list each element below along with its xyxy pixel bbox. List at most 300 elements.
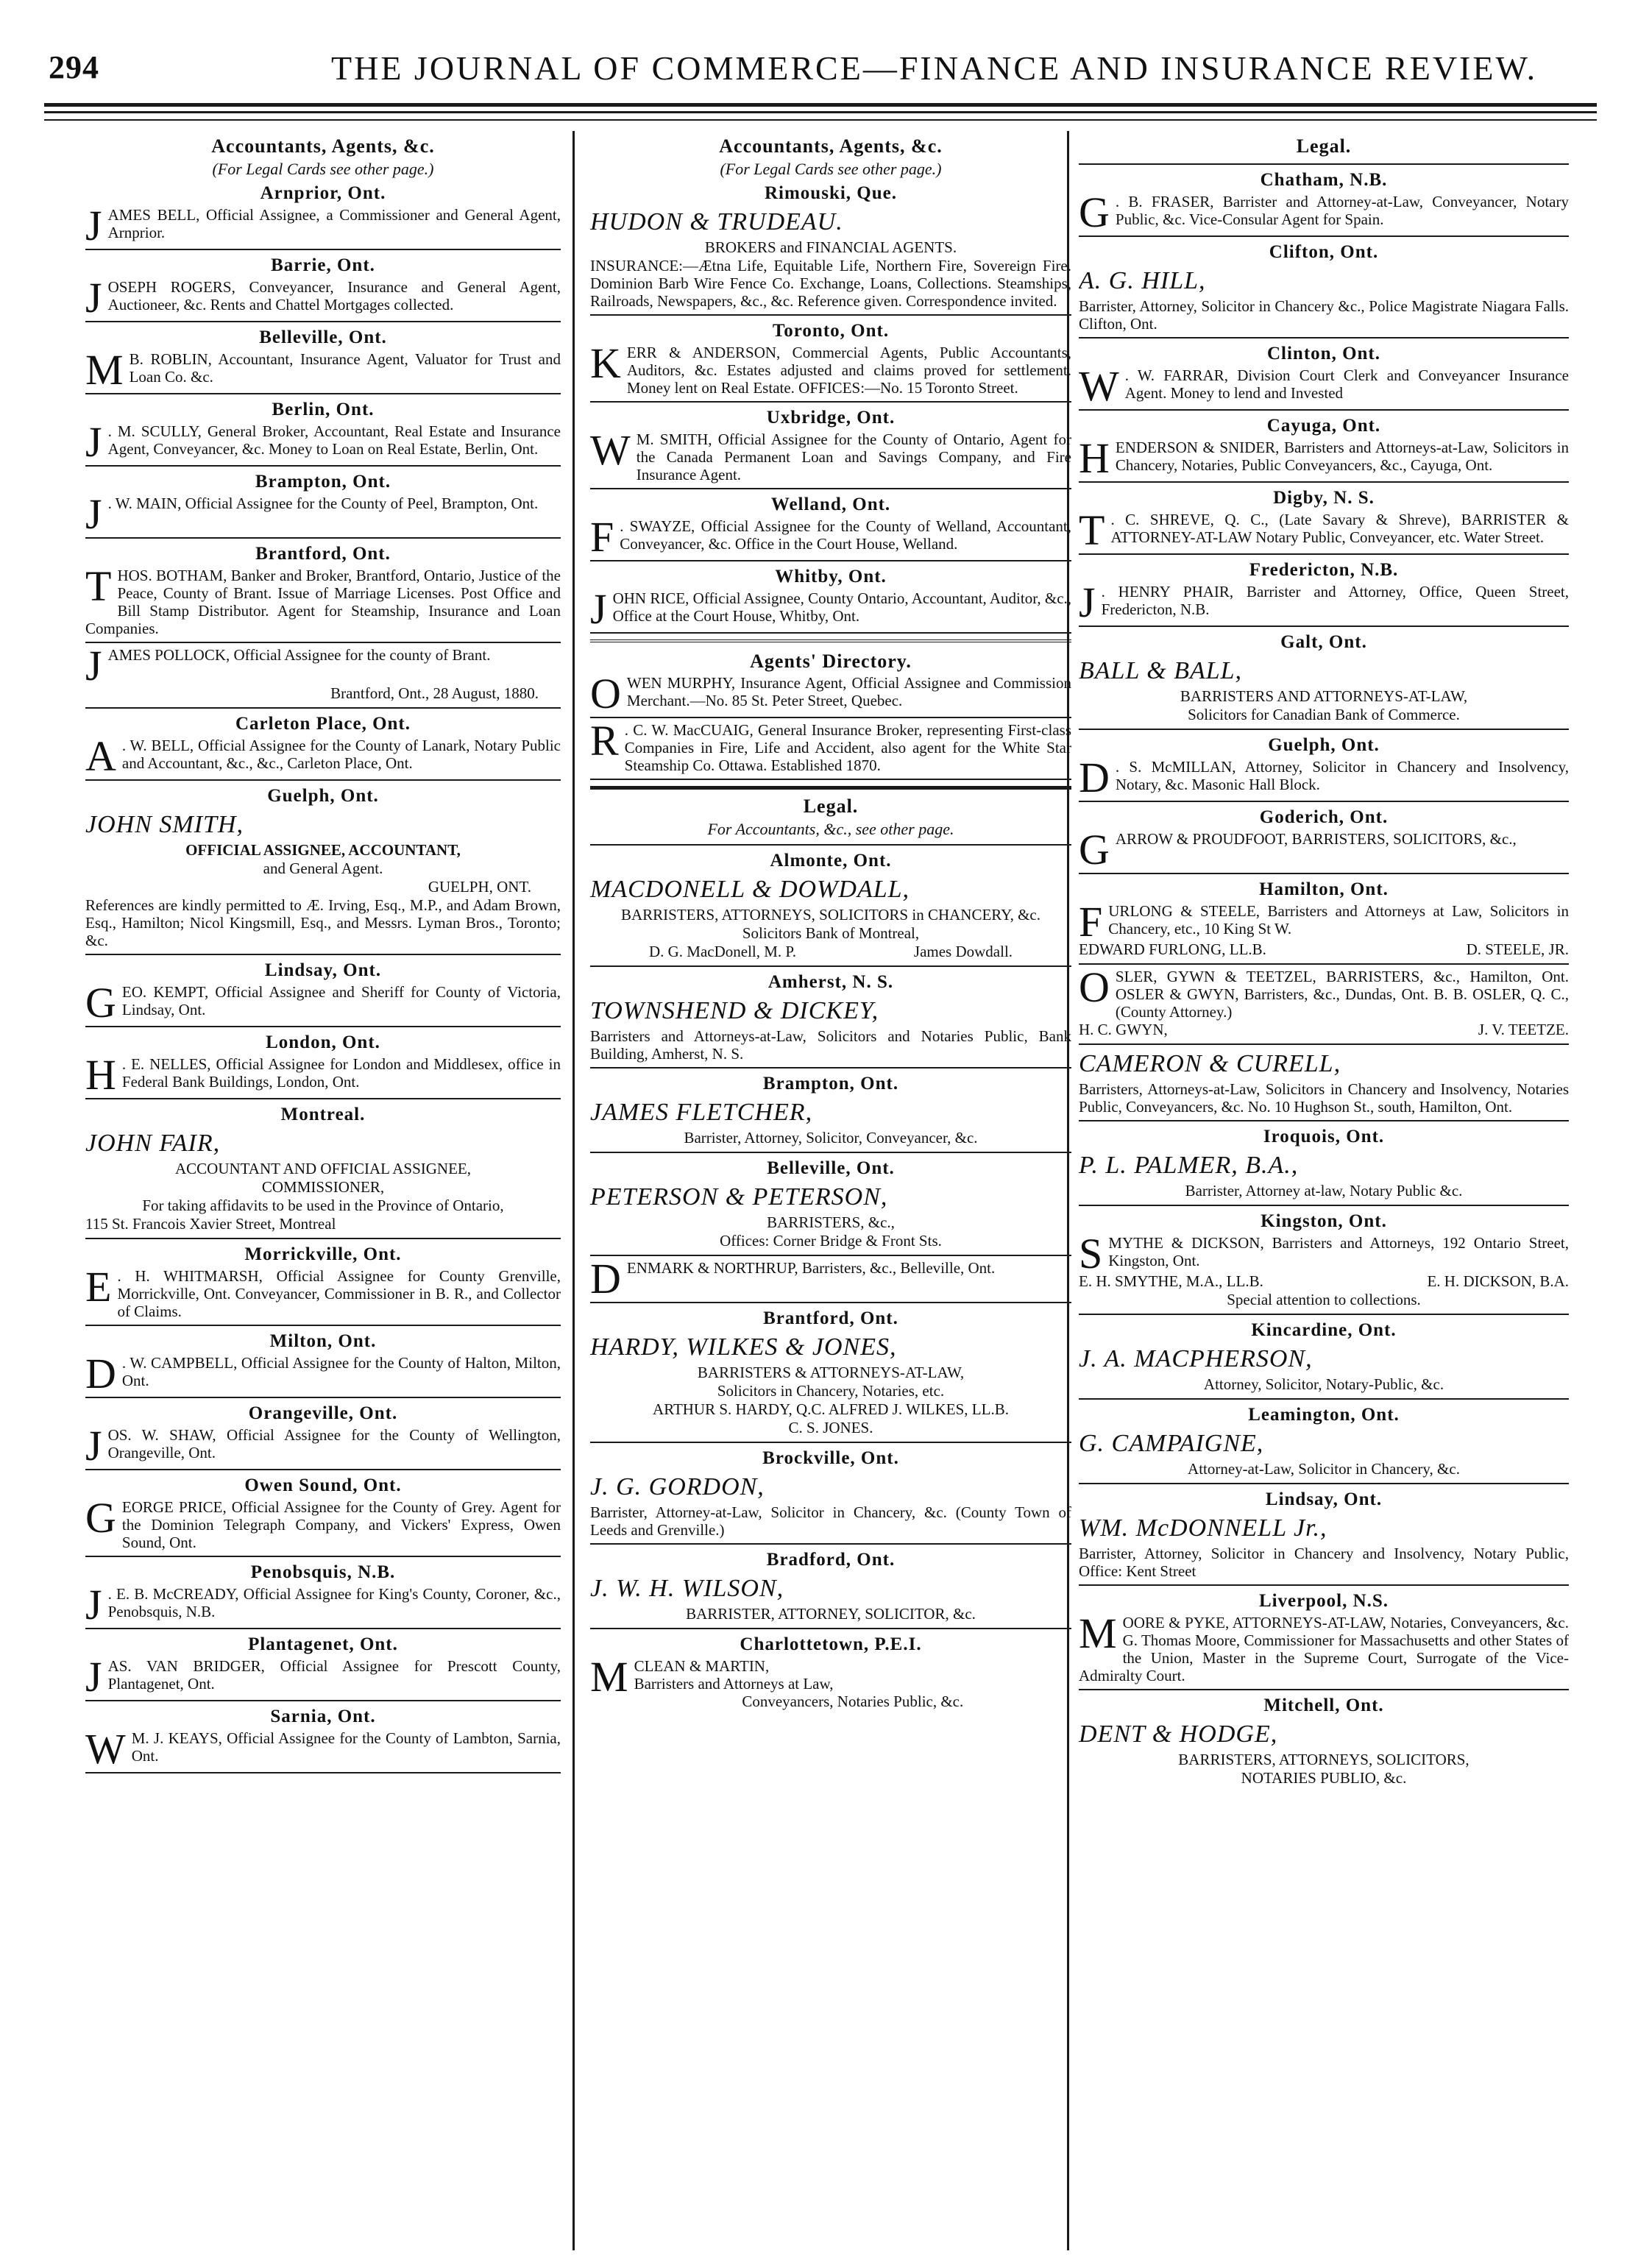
divider — [85, 1026, 561, 1027]
entry-text: . SWAYZE, Official Assignee for the County of Welland, Accountant, Conveyancer, &c. Office in the Court House, Welland. — [620, 517, 1071, 553]
entry-text: WEN MURPHY, Insurance Agent, Official Assignee and Commission Merchant.—No. 85 St. Peter Street, Quebec. — [626, 674, 1071, 709]
place-heading: Fredericton, N.B. — [1249, 560, 1399, 580]
card-line: Attorney-at-Law, Solicitor in Chancery, &c. — [1188, 1460, 1460, 1478]
entry-text: EORGE PRICE, Official Assignee for the County of Grey. Agent for the Dominion Telegraph Company, and Vickers' Express, Owen Sound, Ont. — [121, 1498, 561, 1551]
card-name: MACDONELL & DOWDALL, — [590, 876, 910, 903]
divider — [590, 786, 1071, 790]
entry — [85, 202, 561, 249]
entry — [1079, 1609, 1569, 1684]
place-heading: Guelph, Ont. — [1268, 735, 1380, 755]
card-line: Solicitors for Canadian Bank of Commerce. — [1188, 706, 1460, 723]
drop-initial: F — [590, 513, 614, 561]
place-heading: Cayuga, Ont. — [1266, 416, 1381, 436]
entry-dateline: Brantford, Ont., 28 August, 1880. — [330, 684, 539, 702]
header-rule — [44, 111, 1597, 113]
divider — [85, 1700, 561, 1701]
divider — [85, 1325, 561, 1326]
entry — [85, 274, 561, 322]
card-line: OFFICIAL ASSIGNEE, ACCOUNTANT, — [185, 841, 461, 859]
entry-text: . W. MAIN, Official Assignee for the County of Peel, Brampton, Ont. — [107, 495, 539, 512]
entry-text: . S. McMILLAN, Attorney, Solicitor in Chancery and Insolvency, Notary, &c. Masonic Hall Block. — [1115, 758, 1569, 793]
card-name: DENT & HODGE, — [1079, 1721, 1278, 1748]
entry — [1079, 188, 1569, 236]
column-accountants-2 — [590, 132, 1071, 2252]
divider — [85, 465, 561, 467]
card-line: Offices: Corner Bridge & Front Sts. — [720, 1232, 942, 1250]
divider — [1079, 481, 1569, 483]
place-heading: Arnprior, Ont. — [260, 183, 386, 203]
place-heading: Belleville, Ont. — [259, 327, 387, 347]
place-heading: Carleton Place, Ont. — [235, 714, 411, 734]
page-number: 294 — [49, 49, 99, 85]
entry — [1079, 754, 1569, 801]
divider — [590, 779, 1071, 780]
divider — [1079, 1689, 1569, 1690]
entry — [85, 346, 561, 394]
partner-name: James Dowdall. — [913, 943, 1013, 960]
entry — [590, 717, 1071, 774]
place-heading: Liverpool, N.S. — [1258, 1591, 1389, 1611]
drop-initial: J — [85, 1422, 102, 1470]
divider — [1079, 553, 1569, 555]
entry — [590, 1255, 1071, 1303]
divider — [85, 537, 561, 539]
divider — [590, 1255, 1071, 1256]
entry — [590, 670, 1071, 717]
entry — [1079, 1230, 1569, 1277]
divider — [85, 393, 561, 394]
place-heading: Clinton, Ont. — [1266, 344, 1380, 364]
card-body: Barrister, Attorney-at-Law, Solicitor in Chancery, &c. (County Town of Leeds and Grenville.) — [590, 1503, 1071, 1539]
place-heading: Amherst, N. S. — [767, 972, 894, 992]
place-heading: Brampton, Ont. — [255, 472, 391, 492]
entry — [590, 426, 1071, 483]
entry-text: B. ROBLIN, Accountant, Insurance Agent, Valuator for Trust and Loan Co. &c. — [129, 350, 561, 386]
drop-initial: F — [1079, 898, 1103, 946]
entry-text: EO. KEMPT, Official Assignee and Sheriff for County of Victoria, Lindsay, Ont. — [121, 983, 561, 1018]
place-heading: Barrie, Ont. — [271, 255, 375, 275]
drop-initial: W — [1079, 362, 1119, 410]
entry-text: . C. W. MacCUAIG, General Insurance Broker, representing First-class Companies in Fire, Life and Accident, also agent for the White Star Steamship Co. Ottawa. Established 1870. — [624, 721, 1071, 774]
drop-initial: J — [85, 1581, 102, 1629]
partner-name: E. H. DICKSON, B.A. — [1427, 1272, 1569, 1290]
place-heading: Orangeville, Ont. — [248, 1403, 398, 1423]
place-heading: Iroquois, Ont. — [1263, 1127, 1385, 1147]
divider — [590, 1302, 1071, 1303]
entry-text: . E. NELLES, Official Assignee for London and Middlesex, office in Federal Bank Buildings, London, Ont. — [121, 1055, 561, 1091]
drop-initial: M — [85, 346, 124, 394]
drop-initial: J — [85, 274, 102, 322]
place-heading: Whitby, Ont. — [775, 567, 887, 587]
card-name: HUDON & TRUDEAU. — [590, 208, 843, 235]
place-heading: Chatham, N.B. — [1260, 170, 1388, 190]
divider — [85, 249, 561, 250]
place-heading: Welland, Ont. — [770, 495, 891, 514]
section-heading: Accountants, Agents, &c. — [211, 135, 435, 157]
partner-name: D. G. MacDonell, M. P. — [648, 943, 797, 960]
drop-initial: J — [1079, 578, 1096, 626]
divider — [590, 1152, 1071, 1153]
divider — [1079, 409, 1569, 411]
entry-text: OORE & PYKE, ATTORNEYS-AT-LAW, Notaries, Conveyancers, &c. G. Thomas Moore, Commissioner for Massachusetts and other States of the Union, Master in the Supreme Court, Surrogate of the Vice-Admiralty Court. — [1079, 1614, 1569, 1684]
drop-initial: D — [590, 1255, 621, 1303]
card-line: Conveyancers, Notaries Public, &c. — [742, 1693, 964, 1710]
drop-initial: G — [85, 979, 116, 1027]
drop-initial: G — [1079, 826, 1110, 873]
divider — [1079, 626, 1569, 627]
place-heading: Toronto, Ont. — [772, 321, 890, 341]
card-line: ARTHUR S. HARDY, Q.C. ALFRED J. WILKES, LL.B. — [653, 1400, 1009, 1418]
card-name: A. G. HILL, — [1079, 267, 1206, 294]
place-heading: Hamilton, Ont. — [1259, 879, 1389, 899]
entry-text: OS. W. SHAW, Official Assignee for the County of Wellington, Orangeville, Ont. — [107, 1426, 561, 1461]
section-heading: Legal. — [803, 795, 859, 817]
entry-list — [590, 670, 1071, 780]
place-heading: Guelph, Ont. — [267, 786, 379, 806]
card-body: Barristers and Attorneys-at-Law, Solicitors and Notaries Public, Bank Building, Amherst, N. S. — [590, 1027, 1071, 1063]
entry — [85, 642, 561, 690]
drop-initial: R — [590, 717, 619, 765]
section-heading: Legal. — [1296, 135, 1352, 157]
card-name: P. L. PALMER, B.A., — [1079, 1152, 1299, 1179]
divider — [85, 1772, 561, 1773]
card-name: TOWNSHEND & DICKEY, — [590, 997, 879, 1024]
card-line: Solicitors in Chancery, Notaries, etc. — [717, 1382, 945, 1400]
journal-title: THE JOURNAL OF COMMERCE—FINANCE AND INSURANCE REVIEW. — [331, 49, 1538, 87]
entry-text: HOS. BOTHAM, Banker and Broker, Brantford, Ontario, Justice of the Peace, County of Brant. Issue of Marriage Licenses. Post Office and Bill Stamp Distributor. Agent for Steamship, Insurance and Loan Companies. — [85, 567, 561, 637]
entry-text: . W. CAMPBELL, Official Assignee for the County of Halton, Milton, Ont. — [121, 1354, 561, 1389]
entry-text: M. SMITH, Official Assignee for the County of Ontario, Agent for the Canada Permanent Loan and Savings Company, and Fire Insurance Agent. — [636, 430, 1071, 483]
entry-text: MYTHE & DICKSON, Barristers and Attorneys, 192 Ontario Street, Kingston, Ont. — [1108, 1234, 1569, 1269]
entry — [85, 1725, 561, 1773]
card-line — [1079, 1272, 1569, 1291]
card-line — [1079, 940, 1569, 959]
drop-initial: D — [85, 1350, 116, 1397]
card-line: Special attention to collections. — [1227, 1291, 1421, 1308]
drop-initial: H — [1079, 434, 1110, 482]
divider — [1079, 1483, 1569, 1484]
entry-text: OHN RICE, Official Assignee, County Ontario, Accountant, Auditor, &c., Office at the Court House, Whitby, Ont. — [612, 589, 1071, 625]
place-heading: Brantford, Ont. — [763, 1308, 898, 1328]
entry-text: SLER, GYWN & TEETZEL, BARRISTERS, &c., Hamilton, Ont. OSLER & GWYN, Barristers, &c., Dundas, Ont. B. B. OSLER, Q. C., (County Attorney.) — [1115, 968, 1569, 1021]
column-divider — [572, 131, 575, 2250]
entry — [85, 1653, 561, 1701]
entry — [1079, 434, 1569, 482]
entry — [1079, 578, 1569, 626]
place-heading: London, Ont. — [266, 1032, 380, 1052]
place-heading: Digby, N. S. — [1273, 488, 1375, 508]
section-subheading: (For Legal Cards see other page.) — [720, 160, 942, 178]
card-references: References are kindly permitted to Æ. Irving, Esq., M.P., and Adam Brown, Esq., Hamilton; Nicol Kingsmill, Esq., and Messrs. Lyman Bros., Toronto; &c. — [85, 896, 561, 949]
card-line: Barrister, Attorney at-law, Notary Public &c. — [1185, 1182, 1463, 1199]
divider — [590, 1067, 1071, 1069]
divider — [590, 639, 1071, 645]
card-name: HARDY, WILKES & JONES, — [590, 1333, 897, 1361]
drop-initial: O — [590, 670, 621, 717]
place-heading: Brockville, Ont. — [762, 1448, 899, 1468]
column-legal — [1079, 132, 1569, 2252]
place-heading: Brantford, Ont. — [255, 544, 391, 564]
place-heading: Kincardine, Ont. — [1251, 1320, 1397, 1340]
card-line: BARRISTER, ATTORNEY, SOLICITOR, &c. — [686, 1605, 976, 1623]
place-heading: Uxbridge, Ont. — [766, 408, 896, 428]
section-subheading: For Accountants, &c., see other page. — [707, 820, 954, 838]
divider — [1079, 963, 1569, 965]
divider — [1079, 873, 1569, 874]
entry — [85, 1350, 561, 1397]
entry — [85, 418, 561, 466]
card-body: Barrister, Attorney, Solicitor in Chancery and Insolvency, Notary Public, Office: Kent Street — [1079, 1545, 1569, 1580]
drop-initial: W — [590, 426, 631, 474]
place-heading: Leamington, Ont. — [1248, 1405, 1400, 1425]
entry-text: . E. B. McCREADY, Official Assignee for King's County, Coroner, &c., Penobsquis, N.B. — [107, 1585, 561, 1620]
drop-initial: H — [85, 1051, 116, 1099]
entry — [85, 562, 561, 637]
entry-text: URLONG & STEELE, Barristers and Attorneys at Law, Solicitors in Chancery, etc., 10 King St W. — [1108, 902, 1569, 938]
divider — [1079, 163, 1569, 165]
drop-initial: S — [1079, 1230, 1103, 1277]
divider — [85, 1556, 561, 1557]
divider — [85, 779, 561, 781]
place-heading: Milton, Ont. — [269, 1331, 377, 1351]
place-heading: Lindsay, Ont. — [1265, 1489, 1383, 1509]
entry-text: OSEPH ROGERS, Conveyancer, Insurance and General Agent, Auctioneer, &c. Rents and Chattel Mortgages collected. — [107, 278, 561, 313]
entry-list — [1079, 341, 1569, 627]
card-line: COMMISSIONER, — [261, 1178, 385, 1196]
card-line: ACCOUNTANT AND OFFICIAL ASSIGNEE, — [174, 1160, 471, 1177]
card-line: Attorney, Solicitor, Notary-Public, &c. — [1203, 1375, 1444, 1393]
card-body: Barrister, Attorney, Solicitor in Chancery &c., Police Magistrate Niagara Falls. Clifton, Ont. — [1079, 297, 1569, 333]
place-heading: Clifton, Ont. — [1269, 242, 1379, 262]
entry-text: AMES POLLOCK, Official Assignee for the county of Brant. — [107, 646, 491, 664]
entry-text: . HENRY PHAIR, Barrister and Attorney, Office, Queen Street, Fredericton, N.B. — [1101, 583, 1569, 618]
divider — [590, 401, 1071, 403]
partner-name: EDWARD FURLONG, LL.B. — [1079, 940, 1266, 958]
drop-initial: J — [85, 642, 102, 690]
card-name: JOHN FAIR, — [85, 1130, 221, 1157]
place-heading: Goderich, Ont. — [1259, 807, 1389, 827]
entry-text: ENMARK & NORTHRUP, Barristers, &c., Belleville, Ont. — [626, 1259, 996, 1277]
section-heading: Agents' Directory. — [750, 651, 912, 672]
entry-list — [85, 1242, 561, 1773]
drop-initial: G — [85, 1494, 116, 1542]
divider — [1079, 1584, 1569, 1586]
card-line: BARRISTERS, ATTORNEYS, SOLICITORS, — [1178, 1751, 1469, 1768]
place-heading: Brampton, Ont. — [762, 1074, 899, 1094]
divider — [590, 314, 1071, 316]
place-heading: Penobsquis, N.B. — [250, 1562, 396, 1582]
place-heading: Almonte, Ont. — [770, 851, 892, 871]
place-heading: Belleville, Ont. — [767, 1158, 895, 1178]
card-line: CLEAN & MARTIN, — [634, 1657, 770, 1675]
entry — [590, 513, 1071, 561]
drop-initial: M — [1079, 1609, 1117, 1657]
divider — [590, 717, 1071, 718]
card-body: INSURANCE:—Ætna Life, Equitable Life, Northern Fire, Sovereign Fire. Dominion Barb Wire Fence Co. Exchange, Loans, Collections. Steamships, Railroads, Newspapers, &c., &c. Reference given. Correspondence invited. — [590, 257, 1071, 310]
card-line: 115 St. Francois Xavier Street, Montreal — [85, 1215, 336, 1233]
place-heading: Rimouski, Que. — [764, 183, 897, 203]
place-heading: Charlottetown, P.E.I. — [740, 1634, 922, 1654]
divider — [85, 1238, 561, 1239]
drop-initial: D — [1079, 754, 1110, 801]
entry — [1079, 506, 1569, 554]
place-heading: Berlin, Ont. — [272, 400, 375, 419]
card-name: PETERSON & PETERSON, — [590, 1183, 888, 1211]
entry-text: AS. VAN BRIDGER, Official Assignee for Prescott County, Plantagenet, Ont. — [107, 1657, 561, 1693]
card-line: Barristers and Attorneys at Law, — [634, 1675, 834, 1693]
card-line: BARRISTERS, &c., — [767, 1213, 895, 1231]
place-heading: Owen Sound, Ont. — [244, 1475, 402, 1495]
entry-list — [85, 181, 561, 781]
divider — [1079, 801, 1569, 802]
entry — [85, 1494, 561, 1551]
divider — [590, 844, 1071, 846]
place-heading: Galt, Ont. — [1280, 632, 1367, 652]
divider — [85, 1628, 561, 1629]
card-line: For taking affidavits to be used in the Province of Ontario, — [142, 1197, 504, 1214]
entry — [85, 1051, 561, 1099]
drop-initial: O — [1079, 963, 1110, 1011]
header-rule — [44, 103, 1597, 107]
place-heading: Morrickville, Ont. — [244, 1244, 402, 1264]
page-header — [44, 46, 1597, 107]
place-heading: Bradford, Ont. — [766, 1550, 896, 1570]
divider — [85, 642, 561, 643]
entry-text: . W. FARRAR, Division Court Clerk and Conveyancer Insurance Agent. Money to lend and Invested — [1124, 366, 1569, 402]
card-name: BALL & BALL, — [1079, 657, 1243, 684]
divider — [590, 1442, 1071, 1443]
partner-name: H. C. GWYN, — [1079, 1021, 1168, 1038]
place-heading: Kingston, Ont. — [1261, 1211, 1387, 1231]
section-heading: Accountants, Agents, &c. — [719, 135, 943, 157]
entry — [590, 585, 1071, 633]
card-line — [590, 943, 1071, 961]
entry — [85, 1263, 561, 1320]
entry — [85, 979, 561, 1027]
drop-initial: J — [85, 1653, 102, 1701]
card-name: J. W. H. WILSON, — [590, 1575, 784, 1602]
entry-text: ERR & ANDERSON, Commercial Agents, Public Accountants, Auditors, &c. Estates adjusted and claims proved for settlement. Money lent on Real Estate. OFFICES:—No. 15 Toronto Street. — [626, 344, 1071, 397]
entry — [1079, 963, 1569, 1021]
drop-initial: A — [85, 732, 116, 780]
divider — [1079, 1120, 1569, 1121]
card-name: JAMES FLETCHER, — [590, 1099, 813, 1126]
drop-initial: K — [590, 339, 621, 387]
drop-initial: E — [85, 1263, 112, 1311]
card-line — [1079, 1021, 1569, 1039]
entry-list — [85, 958, 561, 1099]
card-line: NOTARIES PUBLIO, &c. — [1241, 1769, 1407, 1787]
column-accountants-1 — [85, 132, 561, 2252]
divider — [85, 321, 561, 322]
entry-list — [1079, 168, 1569, 237]
divider — [590, 1543, 1071, 1545]
entry-text: ARROW & PROUDFOOT, BARRISTERS, SOLICITORS, &c., — [1115, 830, 1517, 848]
card-line: Barrister, Attorney, Solicitor, Conveyancer, &c. — [684, 1129, 978, 1147]
divider — [590, 632, 1071, 634]
drop-initial: T — [85, 562, 112, 610]
divider — [85, 1397, 561, 1398]
entry-text: . M. SCULLY, General Broker, Accountant, Real Estate and Insurance Agent, Conveyancer, &c. Money to Loan on Real Estate, Berlin, Ont. — [107, 422, 561, 458]
drop-initial: J — [85, 418, 102, 466]
section-subheading: (For Legal Cards see other page.) — [212, 160, 434, 178]
partner-name: J. V. TEETZE. — [1478, 1021, 1569, 1038]
entry-text: M. J. KEAYS, Official Assignee for the County of Lambton, Sarnia, Ont. — [131, 1729, 561, 1765]
drop-initial: G — [1079, 188, 1110, 236]
entry-text: ENDERSON & SNIDER, Barristers and Attorneys-at-Law, Solicitors in Chancery, Notaries, Public Conveyancers, &c., Cayuga, Ont. — [1115, 439, 1569, 474]
card-name: JOHN SMITH, — [85, 811, 244, 838]
entry-list — [590, 319, 1071, 634]
partner-name: E. H. SMYTHE, M.A., LL.B. — [1079, 1272, 1263, 1290]
place-heading: Montreal. — [280, 1105, 366, 1124]
drop-initial: T — [1079, 506, 1105, 554]
place-heading: Mitchell, Ont. — [1263, 1695, 1384, 1715]
divider — [1079, 1398, 1569, 1400]
entry — [590, 1653, 1071, 1710]
card-line: C. S. JONES. — [788, 1419, 873, 1436]
divider — [1079, 729, 1569, 730]
divider — [85, 954, 561, 955]
divider — [1079, 235, 1569, 237]
card-name: CAMERON & CURELL, — [1079, 1050, 1341, 1077]
entry — [85, 732, 561, 780]
card-name: J. A. MACPHERSON, — [1079, 1345, 1313, 1372]
entry — [1079, 362, 1569, 410]
entry — [590, 339, 1071, 397]
card-line: BARRISTERS, ATTORNEYS, SOLICITORS in CHANCERY, &c. Solicitors Bank of Montreal, — [620, 906, 1040, 942]
drop-initial: J — [590, 585, 607, 633]
drop-initial: W — [85, 1725, 126, 1773]
card-line: and General Agent. — [263, 860, 383, 877]
header-rule — [44, 119, 1597, 121]
place-heading: Plantagenet, Ont. — [248, 1634, 398, 1654]
card-name: J. G. GORDON, — [590, 1473, 765, 1500]
entry — [85, 1422, 561, 1470]
card-line: BROKERS and FINANCIAL AGENTS. — [704, 238, 957, 256]
card-name: WM. McDONNELL Jr., — [1079, 1514, 1327, 1542]
divider — [590, 1628, 1071, 1629]
divider — [85, 707, 561, 709]
entry — [85, 1581, 561, 1629]
entry-text: . B. FRASER, Barrister and Attorney-at-Law, Conveyancer, Notary Public, &c. Vice-Consular Agent for Spain. — [1115, 193, 1569, 228]
divider — [1079, 337, 1569, 339]
card-line: GUELPH, ONT. — [428, 878, 531, 896]
place-heading: Sarnia, Ont. — [270, 1707, 376, 1726]
divider — [1079, 1205, 1569, 1206]
card-name: G. CAMPAIGNE, — [1079, 1430, 1264, 1457]
place-heading: Lindsay, Ont. — [264, 960, 382, 980]
partner-name: D. STEELE, JR. — [1466, 940, 1569, 958]
card-body: Barristers, Attorneys-at-Law, Solicitors in Chancery and Insolvency, Notaries Public, Conveyancers, &c. No. 10 Hughson St., south, Hamilton, Ont. — [1079, 1080, 1569, 1116]
card-line: BARRISTERS AND ATTORNEYS-AT-LAW, — [1180, 687, 1468, 705]
divider — [590, 965, 1071, 967]
divider — [1079, 1314, 1569, 1315]
divider — [1079, 1043, 1569, 1045]
drop-initial: M — [590, 1653, 628, 1701]
entry — [1079, 826, 1569, 873]
entry-text: . H. WHITMARSH, Official Assignee for County Grenville, Morrickville, Ont. Conveyancer, Commissioner in B. R., and Collector of Claims. — [117, 1267, 561, 1320]
drop-initial: J — [85, 490, 102, 538]
entry-list — [1079, 733, 1569, 1045]
divider — [85, 1469, 561, 1470]
drop-initial: J — [85, 202, 102, 249]
divider — [85, 1098, 561, 1099]
divider — [590, 488, 1071, 489]
entry-text: . W. BELL, Official Assignee for the County of Lanark, Notary Public and Accountant, &c., &c., Carleton Place, Ont. — [121, 737, 561, 772]
card-line: BARRISTERS & ATTORNEYS-AT-LAW, — [697, 1364, 965, 1381]
entry-text: . C. SHREVE, Q. C., (Late Savary & Shreve), BARRISTER & ATTORNEY-AT-LAW Notary Public, Conveyancer, etc. Water Street. — [1110, 511, 1569, 546]
entry-text: AMES BELL, Official Assignee, a Commissioner and General Agent, Arnprior. — [107, 206, 561, 241]
